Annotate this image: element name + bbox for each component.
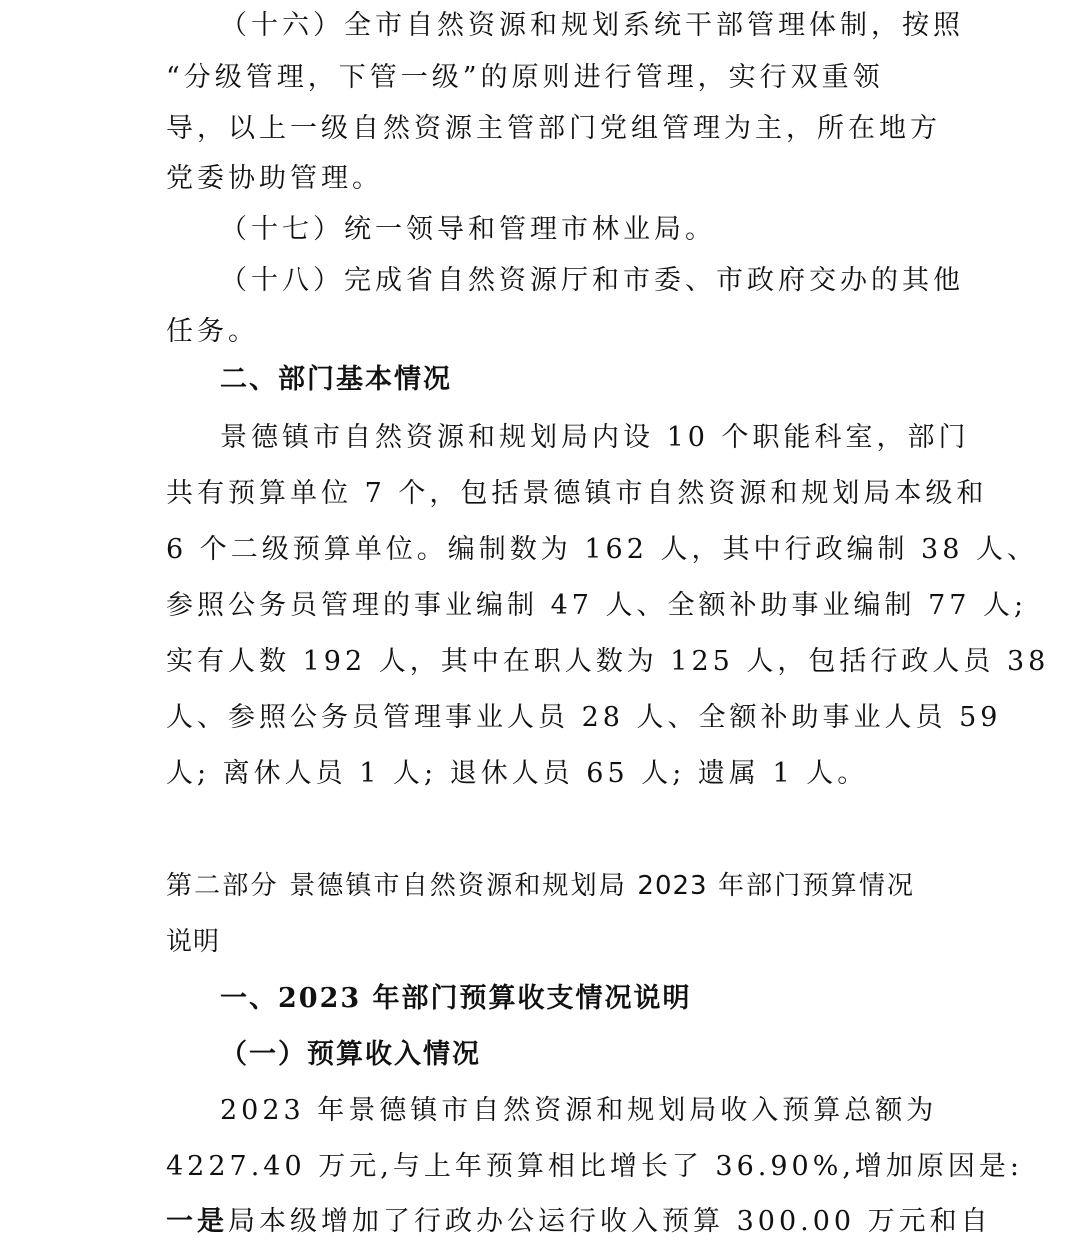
paragraph-line xyxy=(166,1202,992,1242)
paragraph-line: 党委协助管理。 xyxy=(166,163,383,194)
paragraph-line: 参照公务员管理的事业编制 47 人、全额补助事业编制 77 人; xyxy=(166,590,1028,621)
paragraph-line: 4227.40 万元,与上年预算相比增长了 36.90%,增加原因是: xyxy=(166,1151,1024,1182)
paragraph-line: （十八）完成省自然资源厅和市委、市政府交办的其他 xyxy=(220,265,964,296)
paragraph-text: 局本级增加了行政办公运行收入预算 300.00 万元和自 xyxy=(228,1206,992,1237)
paragraph-line: 导，以上一级自然资源主管部门党组管理为主，所在地方 xyxy=(166,113,941,144)
section-heading: 一、2023 年部门预算收支情况说明 xyxy=(220,983,692,1014)
paragraph-line: 实有人数 192 人，其中在职人数为 125 人，包括行政人员 38 xyxy=(166,646,1050,677)
paragraph-line: 任务。 xyxy=(166,316,259,347)
part-title: 第二部分 景德镇市自然资源和规划局 2023 年部门预算情况 xyxy=(166,871,914,901)
paragraph-line: 景德镇市自然资源和规划局内设 10 个职能科室，部门 xyxy=(220,422,970,453)
paragraph-line: 共有预算单位 7 个，包括景德镇市自然资源和规划局本级和 xyxy=(166,478,988,509)
paragraph-line: 2023 年景德镇市自然资源和规划局收入预算总额为 xyxy=(220,1095,938,1126)
subsection-heading: （一）预算收入情况 xyxy=(220,1039,481,1070)
part-title: 说明 xyxy=(166,927,221,957)
paragraph-line: 人、参照公务员管理事业人员 28 人、全额补助事业人员 59 xyxy=(166,702,1002,733)
section-heading: 二、部门基本情况 xyxy=(220,364,452,395)
paragraph-line: （十六）全市自然资源和规划系统干部管理体制，按照 xyxy=(220,10,964,41)
paragraph-line: “分级管理，下管一级”的原则进行管理，实行双重领 xyxy=(166,62,884,93)
emphasis-prefix: 一是 xyxy=(166,1206,228,1237)
paragraph-line: 6 个二级预算单位。编制数为 162 人，其中行政编制 38 人、 xyxy=(166,534,1038,565)
paragraph-line: 人; 离休人员 1 人; 退休人员 65 人; 遗属 1 人。 xyxy=(166,758,869,789)
paragraph-line: （十七）统一领导和管理市林业局。 xyxy=(220,214,716,245)
